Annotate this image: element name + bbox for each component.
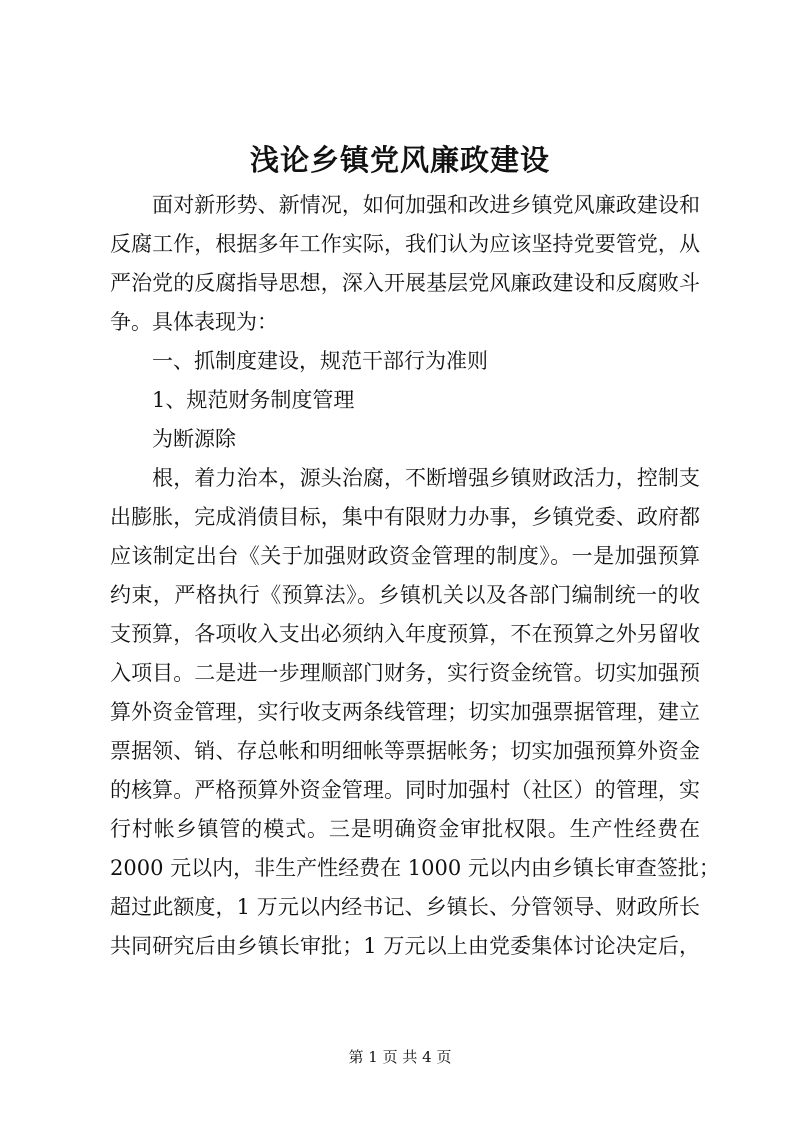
text-line: 票据领、销、存总帐和明细帐等票据帐务；切实加强预算外资金 (110, 739, 700, 763)
subsection-heading: 1、规范财务制度管理 (110, 388, 355, 412)
text-line: 2000 元以内，非生产性经费在 1000 元以内由乡镇长审查签批； (110, 856, 720, 880)
document-title: 浅论乡镇党风廉政建设 (249, 143, 550, 177)
text-line: 约束，严格执行《预算法》。乡镇机关以及各部门编制统一的收 (110, 583, 700, 607)
text-line: 入项目。二是进一步理顺部门财务，实行资金统管。切实加强预 (110, 661, 700, 685)
text-line: 算外资金管理，实行收支两条线管理；切实加强票据管理，建立 (110, 700, 700, 724)
text-line: 反腐工作，根据多年工作实际，我们认为应该坚持党要管党，从 (110, 232, 700, 256)
text-line: 应该制定出台《关于加强财政资金管理的制度》。一是加强预算 (110, 544, 700, 568)
text-line: 超过此额度，1 万元以内经书记、乡镇长、分管领导、财政所长 (110, 895, 700, 919)
text-line: 支预算，各项收入支出必须纳入年度预算，不在预算之外另留收 (110, 622, 700, 646)
text-line: 共同研究后由乡镇长审批；1 万元以上由党委集体讨论决定后， (110, 934, 700, 958)
text-line: 严治党的反腐指导思想，深入开展基层党风廉政建设和反腐败斗 (110, 271, 700, 295)
text-line: 出膨胀，完成消债目标，集中有限财力办事，乡镇党委、政府都 (110, 505, 700, 529)
section-heading: 一、抓制度建设，规范干部行为准则 (110, 349, 488, 373)
text-line: 面对新形势、新情况，如何加强和改进乡镇党风廉政建设和 (110, 193, 700, 217)
page-footer: 第 1 页 共 4 页 (348, 1048, 452, 1066)
text-line: 行村帐乡镇管的模式。三是明确资金审批权限。生产性经费在 (110, 817, 700, 841)
text-line: 争。具体表现为： (110, 310, 278, 334)
text-line: 为断源除 (110, 427, 236, 451)
text-line: 的核算。严格预算外资金管理。同时加强村（社区）的管理，实 (110, 778, 700, 802)
text-line: 根，着力治本，源头治腐，不断增强乡镇财政活力，控制支 (110, 466, 700, 490)
